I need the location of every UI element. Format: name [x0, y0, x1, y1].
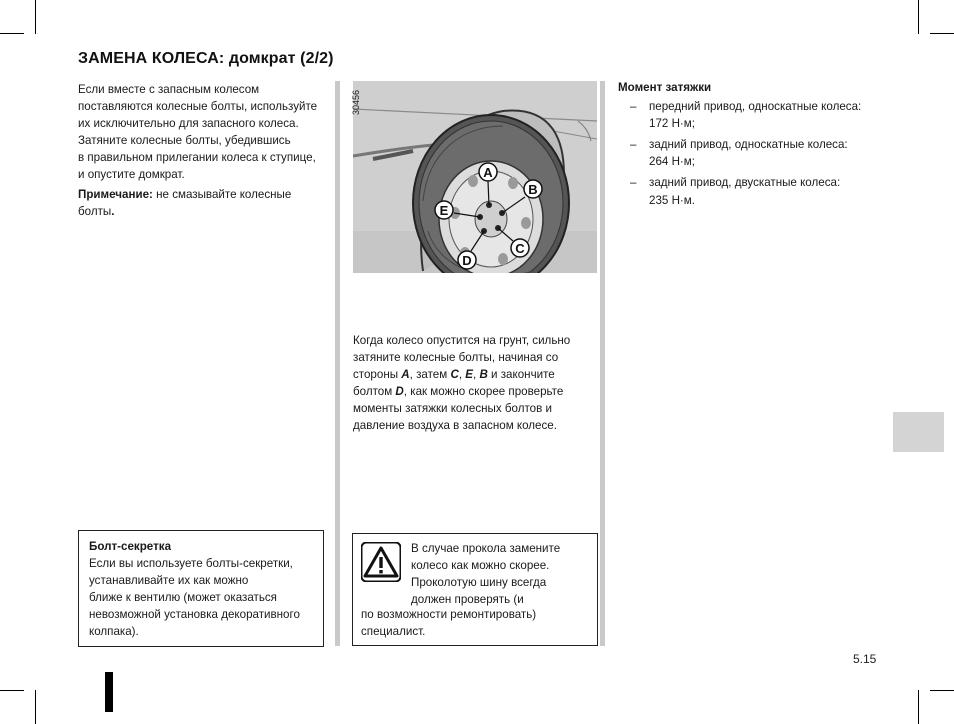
- text-span: , затем: [409, 368, 451, 382]
- text-line: Когда колесо опустится на грунт, сильно: [353, 334, 571, 347]
- text-span: ,: [473, 368, 480, 382]
- text-span: стороны: [353, 368, 402, 382]
- bolt-ref-b: B: [479, 368, 488, 382]
- text-line: Затяните колесные болты, убедившись: [78, 134, 291, 148]
- torque-item-value: 172 Н·м;: [649, 117, 695, 131]
- text-line: в правильном прилегании колеса к ступице,: [78, 151, 316, 165]
- text-span: ,: [458, 368, 466, 382]
- section-tab: [893, 412, 944, 452]
- note-label: Примечание:: [78, 187, 153, 201]
- page-number: 5.15: [853, 652, 877, 666]
- crop-mark: [35, 690, 36, 724]
- bolt-label-a: A: [483, 165, 493, 180]
- wheel-illustration: [353, 81, 597, 273]
- text-span: болтом: [353, 385, 396, 399]
- warning-box: [352, 533, 598, 646]
- secret-bolt-box: [78, 530, 324, 647]
- crop-mark: [918, 0, 919, 34]
- list-item: [618, 136, 878, 170]
- crop-mark: [0, 690, 24, 691]
- text-line: [78, 203, 328, 220]
- warning-text: [361, 606, 591, 640]
- text-line: должен проверять (и: [411, 593, 524, 607]
- text-line: Если вместе с запасным колесом: [78, 83, 260, 96]
- text-line: колесо как можно скорее.: [411, 559, 550, 573]
- text-line: Если вы используете болты-секретки,: [89, 557, 293, 571]
- bolt-ref-e: E: [465, 368, 473, 382]
- list-item: [618, 98, 878, 132]
- torque-item-text: передний привод, односкатные колеса:: [649, 100, 862, 114]
- bolt-label-e: E: [439, 203, 449, 218]
- intro-text: [78, 81, 328, 220]
- figure-code: 30456: [351, 89, 361, 115]
- note-text: не смазывайте колесные: [152, 187, 292, 201]
- torque-section: [618, 79, 878, 213]
- text-line: В случае прокола замените: [411, 542, 561, 555]
- text-line: колпака).: [89, 625, 139, 639]
- text-span: , как можно скорее проверьте: [403, 385, 564, 399]
- text-line: Проколотую шину всегда: [411, 576, 547, 590]
- warning-text: [411, 540, 591, 608]
- torque-item-value: 235 Н·м.: [649, 193, 695, 207]
- column-divider: [335, 81, 340, 646]
- bullet-dash: –: [630, 138, 637, 152]
- crop-mark: [930, 690, 954, 691]
- crop-mark: [918, 690, 919, 724]
- column-divider: [600, 81, 605, 646]
- bullet-dash: –: [630, 176, 637, 190]
- page-marker-bar: [105, 672, 113, 712]
- text-line: по возможности ремонтировать): [361, 608, 537, 621]
- torque-item-text: задний привод, двускатные колеса:: [649, 176, 841, 190]
- text-line: поставляются колесные болты, используйте: [78, 100, 318, 114]
- torque-heading: Момент затяжки: [618, 81, 712, 94]
- note-text: болты: [78, 204, 112, 218]
- torque-item-value: 264 Н·м;: [649, 155, 695, 169]
- note: [78, 186, 328, 203]
- bolt-label-c: C: [515, 241, 525, 256]
- tightening-text: [353, 332, 593, 435]
- bolt-ref-a: A: [401, 368, 410, 382]
- text-line: ближе к вентилю (может оказаться: [89, 591, 277, 605]
- secret-bolt-heading: Болт-секретка: [89, 540, 172, 553]
- list-item: [618, 174, 878, 208]
- wheel-drawing: [353, 81, 597, 273]
- torque-item-text: задний привод, односкатные колеса:: [649, 138, 848, 152]
- bolt-ref-d: D: [395, 385, 404, 399]
- text-line: [353, 366, 593, 383]
- text-line: затяните колесные болты, начиная со: [353, 351, 559, 365]
- text-line: моменты затяжки колесных болтов и: [353, 402, 552, 416]
- text-line: давление воздуха в запасном колесе.: [353, 419, 557, 433]
- text-span: и закончите: [487, 368, 555, 382]
- note-end: .: [111, 204, 115, 218]
- bullet-dash: –: [630, 100, 637, 114]
- bolt-ref-c: C: [450, 368, 459, 382]
- text-line: и опустите домкрат.: [78, 168, 185, 182]
- text-line: их исключительно для запасного колеса.: [78, 117, 299, 131]
- page-title: ЗАМЕНА КОЛЕСА: домкрат (2/2): [78, 50, 334, 67]
- bolt-label-b: B: [528, 182, 538, 197]
- text-line: специалист.: [361, 625, 426, 639]
- crop-mark: [930, 33, 954, 34]
- text-line: [353, 383, 593, 400]
- crop-mark: [0, 33, 24, 34]
- bolt-label-d: D: [462, 253, 472, 268]
- text-line: невозможной установка декоративного: [89, 608, 300, 622]
- crop-mark: [35, 0, 36, 34]
- warning-triangle-icon: [361, 542, 401, 582]
- text-line: устанавливайте их как можно: [89, 574, 249, 588]
